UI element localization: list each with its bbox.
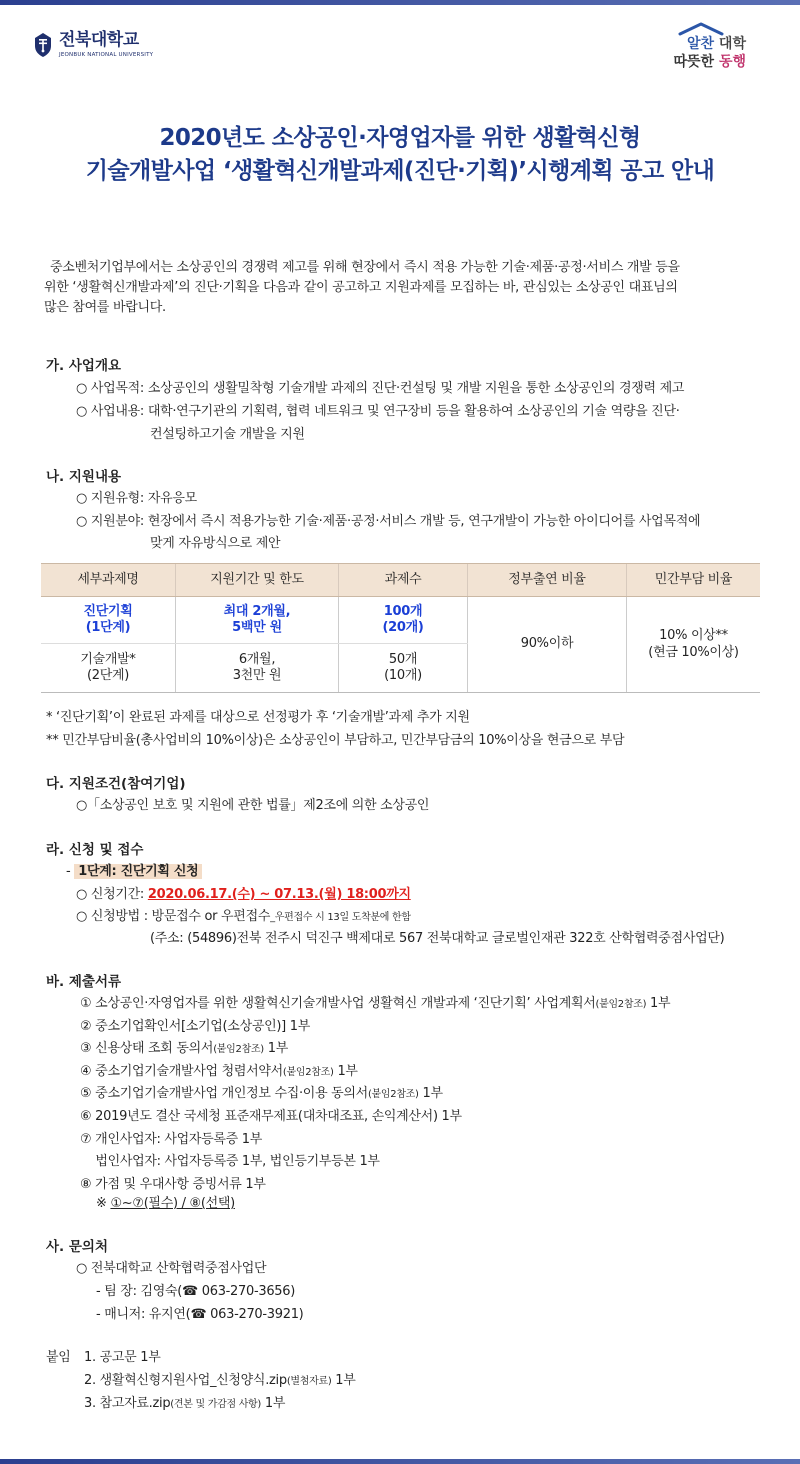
attachment-3[interactable]: [84, 1396, 285, 1412]
contact-team-lead: - 팀 장: 김영숙(☎ 063-270-3656): [96, 1284, 296, 1299]
document-item-text: ③ 신용상태 조회 동의서: [80, 1041, 214, 1057]
slogan-word-1: 알찬: [687, 36, 715, 52]
cell-task-name: [41, 644, 176, 693]
university-emblem-icon: [33, 32, 53, 58]
cell-text: 최대 2개월,: [223, 603, 291, 619]
document-item-text: ⑤ 중소기업기술개발사업 개인정보 수집·이용 동의서: [80, 1086, 368, 1102]
document-item-text: ① 소상공인·자영업자를 위한 생활혁신기술개발사업 생활혁신 개발과제 ‘진단기획’ 사업계획서: [80, 996, 596, 1011]
footnote-2: ** 민간부담비율(총사업비의 10%이상)은 소상공인이 부담하고, 민간부담금의 10%이상을 현금으로 부담: [46, 733, 625, 748]
col-header-task: 세부과제명: [41, 564, 176, 597]
col-header-count: 과제수: [339, 564, 468, 597]
cell-text: 6개월,: [238, 651, 276, 667]
document-item: [80, 996, 670, 1012]
bottom-accent-bar: [0, 1459, 800, 1464]
business-content: ○ 사업내용: 대학·연구기관의 기획력, 협력 네트워크 및 연구장비 등을 활용하여 소상공인의 기술 역량을 진단·: [76, 404, 680, 419]
application-method: [76, 909, 776, 925]
support-field-cont: 맞게 자유방식으로 제안: [150, 536, 281, 551]
attachment-2-note: (별첨자료): [286, 1376, 332, 1387]
col-header-period: 지원기간 및 한도: [176, 564, 339, 597]
cell-text: 3천만 원: [232, 668, 282, 683]
document-item-note: (붙임2참조): [367, 1089, 419, 1101]
method-note: _우편접수 시 13일 도착분에 한함: [270, 912, 411, 923]
slogan-word-3: 따뜻한: [673, 53, 719, 70]
document-item: [80, 1064, 358, 1080]
section-heading-overview: 가. 사업개요: [46, 358, 122, 374]
document-item: [80, 1019, 310, 1035]
cell-count: [339, 597, 468, 644]
document-item-note: (붙임2참조): [595, 999, 647, 1010]
stage-label: - 1단계: 진단기획 신청: [66, 864, 766, 880]
col-header-gov-ratio: 정부출연 비율: [468, 564, 627, 597]
house-roof-icon: [678, 22, 724, 36]
intro-line-3: 많은 참여를 바랍니다.: [44, 300, 166, 316]
cell-text: (2단계): [86, 668, 130, 683]
document-item: [80, 1086, 443, 1102]
cell-text: 진단기획: [83, 603, 133, 619]
document-item-text: ④ 중소기업기술개발사업 청렴서약서: [80, 1063, 283, 1079]
attachment-2-name: 2. 생활혁신형지원사업_신청양식.zip: [84, 1373, 287, 1388]
attachment-3-tail: 1부: [261, 1396, 286, 1411]
cell-text: 100개: [383, 603, 423, 619]
method-label: ○ 신청방법 : 방문접수 or 우편접수: [76, 909, 271, 924]
intro-paragraph: [44, 258, 756, 318]
col-header-private-ratio: 민간부담 비율: [627, 564, 761, 597]
support-field: ○ 지원분야: 현장에서 즉시 적용가능한 기술·제품·공정·서비스 개발 등, 연구개발이 가능한 아이디어를 사업목적에: [76, 514, 701, 529]
cell-text: (10개): [384, 668, 422, 683]
page-title: [0, 122, 800, 187]
cell-period: [176, 644, 339, 693]
cell-task-name: [41, 597, 176, 644]
attachment-label: 붙임: [46, 1350, 71, 1365]
document-item-tail: 1부: [646, 996, 671, 1011]
slogan-logo: [656, 24, 746, 71]
attachment-2-tail: 1부: [331, 1373, 356, 1388]
section-heading-support: 나. 지원내용: [46, 469, 122, 485]
logo-name: 전북대학교: [59, 30, 139, 50]
document-item-tail: 1부: [263, 1041, 288, 1057]
period-label: ○ 신청기간:: [76, 887, 148, 902]
stage-highlight: 1단계: 진단기획 신청: [74, 864, 202, 879]
support-type: ○ 지원유형: 자유응모: [76, 491, 197, 506]
document-item: [80, 1154, 380, 1170]
application-period: [76, 887, 776, 903]
cell-text: 5백만 원: [232, 620, 282, 635]
logo-subtitle: JEONBUK NATIONAL UNIVERSITY: [59, 52, 154, 59]
remark-text: ①~⑦(필수) / ⑧(선택): [110, 1196, 235, 1211]
document-item: [80, 1177, 266, 1193]
contact-manager: - 매니저: 유지연(☎ 063-270-3921): [96, 1307, 304, 1322]
business-purpose: ○ 사업목적: 소상공인의 생활밀착형 기술개발 과제의 진단·컨설팅 및 개발 지원을 통한 소상공인의 경쟁력 제고: [76, 381, 685, 396]
document-item-tail: 1부: [418, 1086, 443, 1102]
document-item-text: ⑧ 가점 및 우대사항 증빙서류 1부: [80, 1176, 266, 1192]
slogan-word-4: 동행: [718, 53, 746, 70]
remark-prefix: ※: [96, 1196, 111, 1211]
cell-text: (1단계): [85, 620, 131, 635]
document-item-note: (붙임2참조): [213, 1044, 264, 1056]
title-line-1: 2020년도 소상공인·자영업자를 위한 생활혁신형: [159, 125, 641, 151]
section-heading-contact: 사. 문의처: [46, 1239, 108, 1255]
section-heading-eligibility: 다. 지원조건(참여기업): [46, 776, 186, 792]
period-value: 2020.06.17.(수) ~ 07.13.(월) 18:00까지: [147, 887, 411, 902]
document-item-text: ⑥ 2019년도 결산 국세청 표준재무제표(대차대조표, 손익계산서) 1부: [80, 1109, 462, 1124]
document-item-text: 법인사업자: 사업자등록증 1부, 법인등기부등본 1부: [80, 1154, 380, 1170]
section-heading-application: 라. 신청 및 접수: [46, 842, 144, 858]
footnote-1: * ‘진단기획’이 완료된 과제를 대상으로 선정평가 후 ‘기술개발’과제 추가 지원: [46, 710, 470, 725]
section-heading-documents: 바. 제출서류: [46, 974, 122, 990]
cell-text: 10% 이상**: [659, 628, 728, 644]
cell-text: 50개: [388, 651, 418, 667]
cell-text: (20개): [382, 620, 424, 635]
attachment-3-name: 3. 참고자료.zip: [84, 1396, 171, 1411]
university-logo[interactable]: [33, 30, 153, 59]
title-line-2: 기술개발사업 ‘생활혁신개발과제(진단·기획)’시행계획 공고 안내: [85, 157, 715, 184]
intro-line-2: 위한 ‘생활혁신개발과제’의 진단·기획을 다음과 같이 공고하고 지원과제를 모집하는 바, 관심있는 소상공인 대표님의: [44, 280, 678, 296]
cell-gov-ratio: 90%이하: [468, 597, 627, 693]
cell-period: [176, 597, 339, 644]
application-address: (주소: (54896)전북 전주시 덕진구 백제대로 567 전북대학교 글로벌인재관 322호 산학협력중점사업단): [150, 931, 725, 946]
business-content-cont: 컨설팅하고기술 개발을 지원: [150, 427, 305, 442]
contact-org: ○ 전북대학교 산학협력중점사업단: [76, 1261, 267, 1276]
document-item-text: ⑦ 개인사업자: 사업자등록증 1부: [80, 1131, 262, 1147]
table-row: [41, 597, 760, 644]
cell-text: 기술개발*: [80, 651, 136, 667]
attachment-1[interactable]: 1. 공고문 1부: [84, 1350, 161, 1365]
cell-private-ratio: [627, 597, 761, 693]
document-item-text: ② 중소기업확인서[소기업(소상공인)] 1부: [80, 1018, 310, 1034]
top-accent-bar: [0, 0, 800, 5]
attachment-3-note: (견본 및 가감점 사항): [170, 1399, 262, 1410]
document-item: [80, 1041, 288, 1057]
table-header-row: [41, 564, 760, 597]
intro-line-1: 중소벤처기업부에서는 소상공인의 경쟁력 제고를 위해 현장에서 즉시 적용 가능한 기술·제품·공정·서비스 개발 등을: [50, 260, 680, 275]
eligibility-text: ○「소상공인 보호 및 지원에 관한 법률」제2조에 의한 소상공인: [76, 798, 430, 813]
slogan-word-2: 대학: [714, 36, 746, 52]
cell-text: (현금 10%이상): [648, 644, 739, 660]
document-item: [80, 1109, 462, 1125]
document-item: [80, 1132, 262, 1148]
document-remark: [96, 1196, 235, 1212]
document-item-note: (붙임2참조): [282, 1066, 334, 1078]
document-item-tail: 1부: [333, 1063, 358, 1079]
support-table: [41, 563, 760, 693]
cell-count: [339, 644, 468, 693]
attachment-2[interactable]: [84, 1373, 356, 1389]
